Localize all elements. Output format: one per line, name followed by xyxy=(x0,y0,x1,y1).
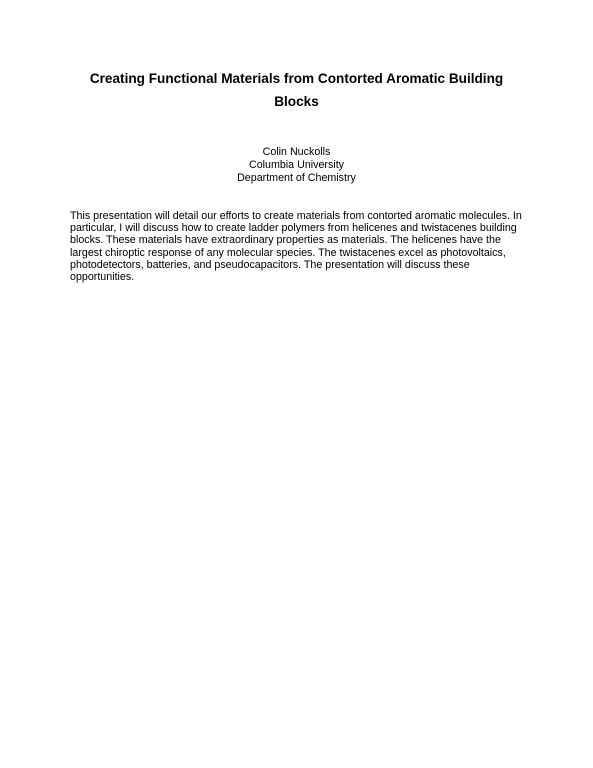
abstract-paragraph: This presentation will detail our efforts to create materials from contorted aromatic molecules. In particular, I will discuss how to create ladder polymers from helicenes and twistacenes building blocks. These materials have extraordinary properties as materials. The helicenes have the largest chiroptic response of any molecular species. The twistacenes excel as photovoltaics, photodetectors, batteries, and pseudocapacitors. The presentation will discuss these opportunities. xyxy=(70,210,522,284)
document-title: Creating Functional Materials from Contorted Aromatic Building Blocks xyxy=(89,71,504,109)
author-department: Department of Chemistry xyxy=(237,172,356,184)
author-institution: Columbia University xyxy=(248,159,345,171)
author-name: Colin Nuckolls xyxy=(262,146,331,158)
author-block xyxy=(146,146,447,185)
